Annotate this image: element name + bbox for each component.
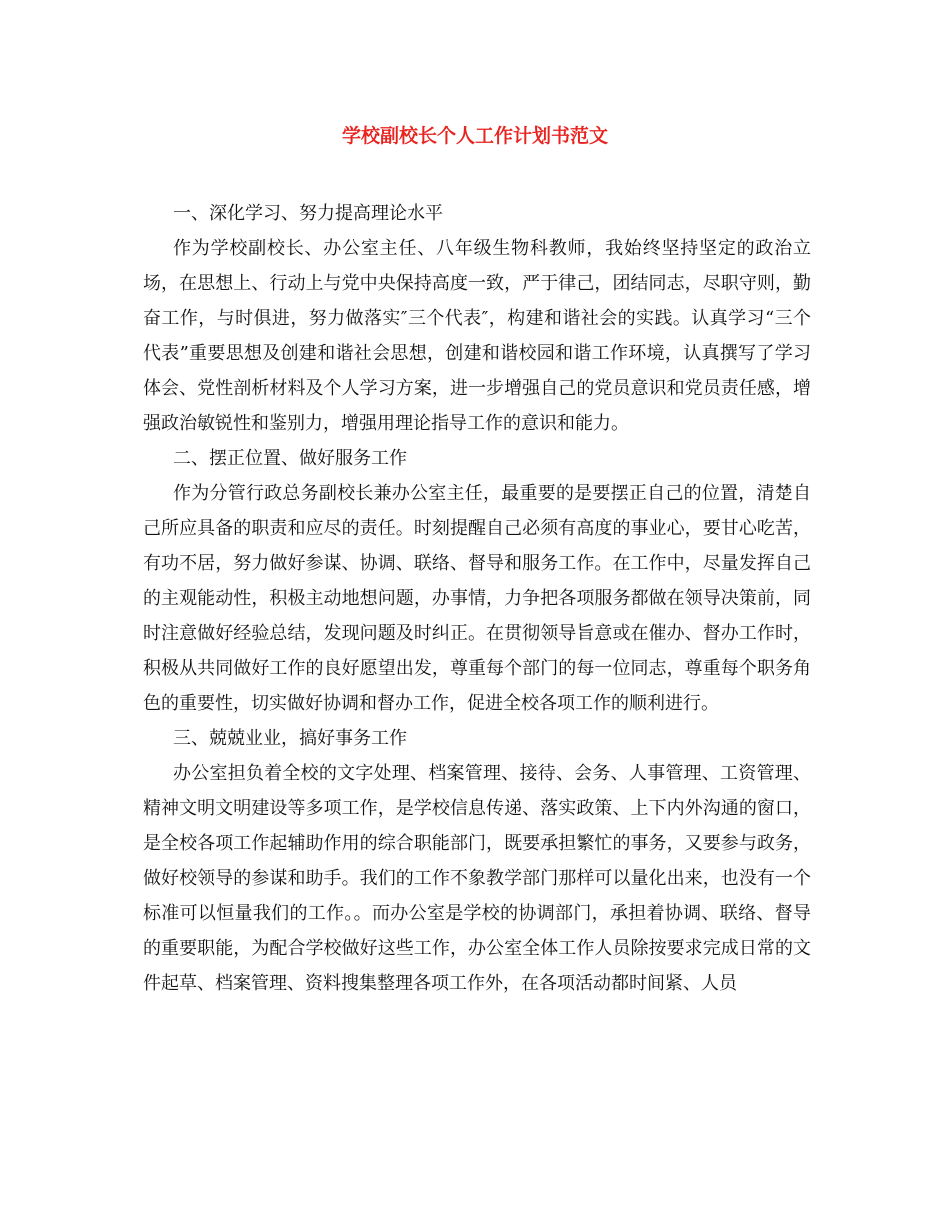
document-body — [143, 196, 811, 1001]
section-heading-2: 二、摆正位置、做好服务工作 — [173, 448, 407, 469]
section-heading-3: 三、兢兢业业，搞好事务工作 — [173, 728, 407, 749]
paragraph-2: 作为分管行政总务副校长兼办公室主任，最重要的是要摆正自己的位置，清楚自己所应具备的职责和应尽的责任。时刻提醒自己必须有高度的事业心，要甘心吃苦，有功不居，努力做好参谋、协调、联络、督导和服务工作。在工作中，尽量发挥自己的主观能动性，积极主动地想问题，办事情，力争把各项服务都做在领导决策前，同时注意做好经验总结，发现问题及时纠正。在贯彻领导旨意或在催办、督办工作时，积极从共同做好工作的良好愿望出发，尊重每个部门的每一位同志，尊重每个职务角色的重要性，切实做好协调和督办工作，促进全校各项工作的顺利进行。 — [143, 483, 811, 714]
section-heading-1: 一、深化学习、努力提高理论水平 — [173, 203, 443, 224]
page-title: 学校副校长个人工作计划书范文 — [341, 125, 608, 147]
paragraph-1: 作为学校副校长、办公室主任、八年级生物科教师，我始终坚持坚定的政治立场，在思想上、行动上与党中央保持高度一致，严于律己，团结同志，尽职守则，勤奋工作，与时俱进，努力做落实″三个代表″，构建和谐社会的实践。认真学习“三个代表”重要思想及创建和谐社会思想，创建和谐校园和谐工作环境，认真撰写了学习体会、党性剖析材料及个人学习方案，进一步增强自己的党员意识和党员责任感，增强政治敏锐性和鉴别力，增强用理论指导工作的意识和能力。 — [143, 238, 811, 434]
paragraph-3: 办公室担负着全校的文字处理、档案管理、接待、会务、人事管理、工资管理、精神文明文明建设等多项工作，是学校信息传递、落实政策、上下内外沟通的窗口，是全校各项工作起辅助作用的综合职能部门，既要承担繁忙的事务，又要参与政务，做好校领导的参谋和助手。我们的工作不象教学部门那样可以量化出来，也没有一个标准可以恒量我们的工作。。而办公室是学校的协调部门，承担着协调、联络、督导的重要职能，为配合学校做好这些工作，办公室全体工作人员除按要求完成日常的文件起草、档案管理、资料搜集整理各项工作外，在各项活动都时间紧、人员 — [143, 763, 811, 994]
